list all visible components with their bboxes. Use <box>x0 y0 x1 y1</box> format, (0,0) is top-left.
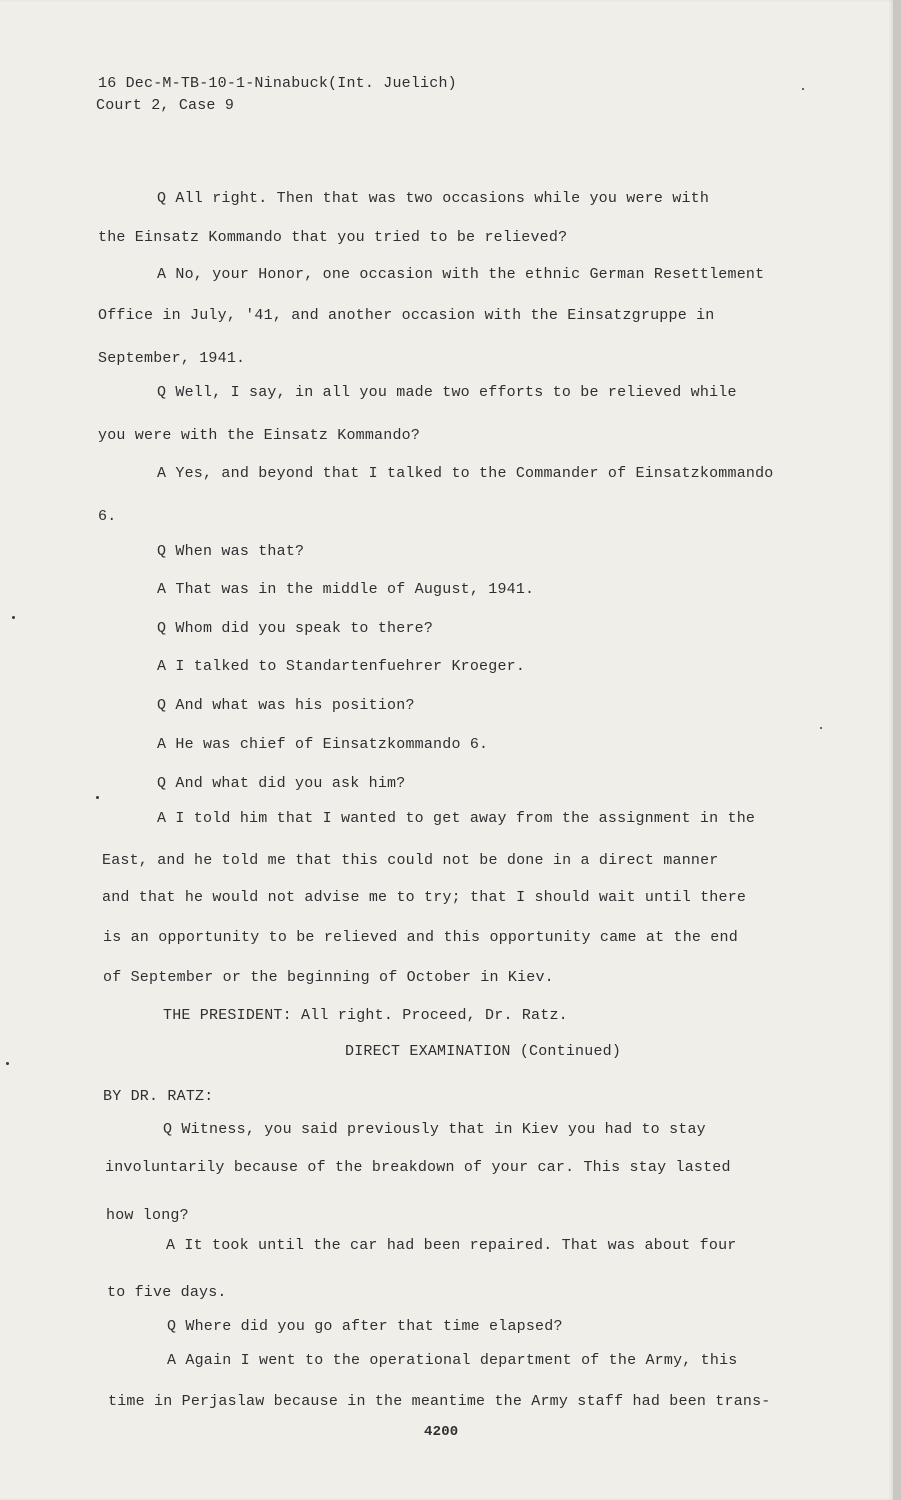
transcript-line: A He was chief of Einsatzkommando 6. <box>157 736 489 753</box>
transcript-line: how long? <box>106 1207 189 1224</box>
transcript-line: Q Whom did you speak to there? <box>157 620 434 637</box>
transcript-line: A I told him that I wanted to get away from the assignment in the <box>157 810 756 827</box>
transcript-line: Q Where did you go after that time elapsed? <box>167 1318 563 1335</box>
transcript-line: Q When was that? <box>157 543 305 560</box>
transcript-line: Q Well, I say, in all you made two efforts to be relieved while <box>157 384 737 401</box>
transcript-line: of September or the beginning of October in Kiev. <box>103 969 554 986</box>
transcript-line: Q All right. Then that was two occasions while you were with <box>157 190 710 207</box>
paper-speck <box>6 1062 9 1065</box>
transcript-line: is an opportunity to be relieved and this opportunity came at the end <box>103 929 738 946</box>
section-heading: DIRECT EXAMINATION (Continued) <box>345 1043 622 1060</box>
transcript-line: September, 1941. <box>98 350 246 367</box>
transcript-line: Q Witness, you said previously that in Kiev you had to stay <box>163 1121 706 1138</box>
transcript-line: THE PRESIDENT: All right. Proceed, Dr. Ratz. <box>163 1007 568 1024</box>
transcript-line: A Again I went to the operational department of the Army, this <box>167 1352 738 1369</box>
transcript-line: A That was in the middle of August, 1941. <box>157 581 535 598</box>
transcript-line: BY DR. RATZ: <box>103 1088 214 1105</box>
transcript-line: Q And what was his position? <box>157 697 415 714</box>
transcript-line: involuntarily because of the breakdown of your car. This stay lasted <box>105 1159 731 1176</box>
transcript-line: Office in July, '41, and another occasion with the Einsatzgruppe in <box>98 307 715 324</box>
transcript-line: A It took until the car had been repaired. That was about four <box>166 1237 737 1254</box>
paper-speck <box>802 88 804 90</box>
transcript-line: A I talked to Standartenfuehrer Kroeger. <box>157 658 526 675</box>
transcript-line: 6. <box>98 508 117 525</box>
page-number: 4200 <box>424 1424 459 1440</box>
paper-speck <box>12 616 15 619</box>
paper-speck <box>820 727 822 729</box>
paper-speck <box>96 796 99 799</box>
transcript-line: you were with the Einsatz Kommando? <box>98 427 421 444</box>
transcript-line: A Yes, and beyond that I talked to the Commander of Einsatzkommando <box>157 465 774 482</box>
transcript-line: A No, your Honor, one occasion with the ethnic German Resettlement <box>157 266 765 283</box>
header-line-1: 16 Dec-M-TB-10-1-Ninabuck(Int. Juelich) <box>98 75 457 92</box>
transcript-line: and that he would not advise me to try; that I should wait until there <box>102 889 747 906</box>
transcript-line: time in Perjaslaw because in the meantime the Army staff had been trans- <box>108 1393 771 1410</box>
header-line-2: Court 2, Case 9 <box>96 97 235 114</box>
transcript-line: to five days. <box>107 1284 227 1301</box>
page-edge <box>893 0 901 1500</box>
transcript-line: East, and he told me that this could not be done in a direct manner <box>102 852 719 869</box>
transcript-line: Q And what did you ask him? <box>157 775 406 792</box>
transcript-line: the Einsatz Kommando that you tried to be relieved? <box>98 229 568 246</box>
